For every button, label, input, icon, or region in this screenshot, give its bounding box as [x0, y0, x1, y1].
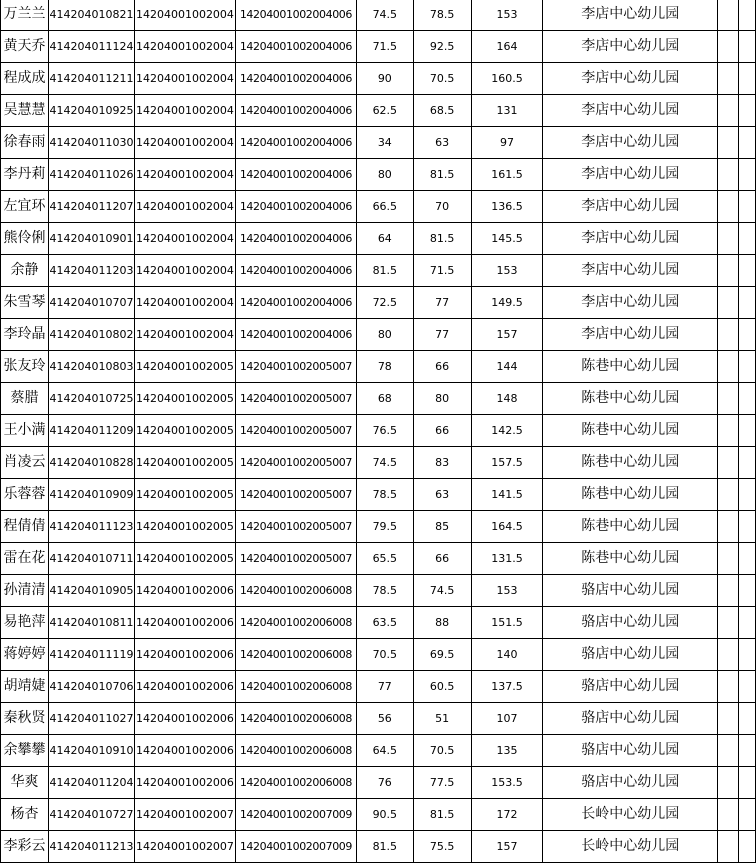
written-score-cell: 74.5	[356, 447, 413, 479]
post-id-cell: 14204001002005	[134, 383, 235, 415]
school-cell: 陈巷中心幼儿园	[543, 415, 718, 447]
post-id-cell: 14204001002004	[134, 95, 235, 127]
table-row	[1, 0, 756, 31]
post-id-cell: 14204001002006	[134, 703, 235, 735]
total-score-cell: 157.5	[471, 447, 543, 479]
table-row	[1, 607, 756, 639]
school-cell: 骆店中心幼儿园	[543, 671, 718, 703]
school-cell: 骆店中心幼儿园	[543, 639, 718, 671]
position-code-cell: 14204001002006008	[235, 607, 356, 639]
empty-cell	[718, 671, 739, 703]
total-score-cell: 157	[471, 831, 543, 863]
candidate-name-cell: 秦秋贤	[1, 703, 49, 735]
table-row	[1, 95, 756, 127]
empty-cell	[739, 0, 756, 31]
interview-score-cell: 70.5	[413, 735, 471, 767]
written-score-cell: 64	[356, 223, 413, 255]
empty-cell	[718, 447, 739, 479]
post-id-cell: 14204001002006	[134, 639, 235, 671]
position-code-cell: 14204001002004006	[235, 0, 356, 31]
interview-score-cell: 77	[413, 319, 471, 351]
table-row	[1, 575, 756, 607]
exam-id-cell: 414204010821	[48, 0, 134, 31]
candidate-name-cell: 杨杏	[1, 799, 49, 831]
written-score-cell: 64.5	[356, 735, 413, 767]
position-code-cell: 14204001002005007	[235, 351, 356, 383]
school-cell: 骆店中心幼儿园	[543, 607, 718, 639]
interview-score-cell: 66	[413, 415, 471, 447]
empty-cell	[718, 223, 739, 255]
exam-id-cell: 414204010905	[48, 575, 134, 607]
school-cell: 陈巷中心幼儿园	[543, 479, 718, 511]
empty-cell	[718, 415, 739, 447]
position-code-cell: 14204001002004006	[235, 95, 356, 127]
candidate-name-cell: 熊伶俐	[1, 223, 49, 255]
total-score-cell: 153	[471, 255, 543, 287]
school-cell: 骆店中心幼儿园	[543, 735, 718, 767]
school-cell: 李店中心幼儿园	[543, 0, 718, 31]
position-code-cell: 14204001002006008	[235, 671, 356, 703]
empty-cell	[739, 287, 756, 319]
written-score-cell: 56	[356, 703, 413, 735]
interview-score-cell: 60.5	[413, 671, 471, 703]
school-cell: 长岭中心幼儿园	[543, 799, 718, 831]
interview-score-cell: 69.5	[413, 639, 471, 671]
interview-score-cell: 77.5	[413, 767, 471, 799]
school-cell: 陈巷中心幼儿园	[543, 543, 718, 575]
empty-cell	[718, 95, 739, 127]
interview-score-cell: 81.5	[413, 159, 471, 191]
position-code-cell: 14204001002004006	[235, 255, 356, 287]
total-score-cell: 172	[471, 799, 543, 831]
empty-cell	[739, 447, 756, 479]
total-score-cell: 135	[471, 735, 543, 767]
post-id-cell: 14204001002004	[134, 127, 235, 159]
total-score-cell: 148	[471, 383, 543, 415]
total-score-cell: 153	[471, 575, 543, 607]
empty-cell	[739, 575, 756, 607]
position-code-cell: 14204001002004006	[235, 223, 356, 255]
position-code-cell: 14204001002007009	[235, 831, 356, 863]
exam-id-cell: 414204011026	[48, 159, 134, 191]
school-cell: 李店中心幼儿园	[543, 159, 718, 191]
exam-id-cell: 414204010910	[48, 735, 134, 767]
empty-cell	[718, 351, 739, 383]
post-id-cell: 14204001002007	[134, 831, 235, 863]
written-score-cell: 34	[356, 127, 413, 159]
exam-id-cell: 414204011207	[48, 191, 134, 223]
position-code-cell: 14204001002005007	[235, 543, 356, 575]
post-id-cell: 14204001002006	[134, 671, 235, 703]
candidate-name-cell: 李玲晶	[1, 319, 49, 351]
candidate-name-cell: 余静	[1, 255, 49, 287]
post-id-cell: 14204001002006	[134, 767, 235, 799]
post-id-cell: 14204001002004	[134, 223, 235, 255]
post-id-cell: 14204001002004	[134, 159, 235, 191]
candidate-name-cell: 王小满	[1, 415, 49, 447]
post-id-cell: 14204001002006	[134, 607, 235, 639]
table-row	[1, 767, 756, 799]
empty-cell	[718, 639, 739, 671]
exam-id-cell: 414204010707	[48, 287, 134, 319]
position-code-cell: 14204001002007009	[235, 799, 356, 831]
post-id-cell: 14204001002005	[134, 543, 235, 575]
table-row	[1, 127, 756, 159]
school-cell: 陈巷中心幼儿园	[543, 383, 718, 415]
position-code-cell: 14204001002004006	[235, 191, 356, 223]
written-score-cell: 90	[356, 63, 413, 95]
interview-score-cell: 75.5	[413, 831, 471, 863]
position-code-cell: 14204001002004006	[235, 127, 356, 159]
exam-id-cell: 414204011204	[48, 767, 134, 799]
school-cell: 李店中心幼儿园	[543, 287, 718, 319]
post-id-cell: 14204001002007	[134, 799, 235, 831]
exam-id-cell: 414204011123	[48, 511, 134, 543]
post-id-cell: 14204001002005	[134, 479, 235, 511]
post-id-cell: 14204001002004	[134, 255, 235, 287]
empty-cell	[718, 703, 739, 735]
empty-cell	[739, 671, 756, 703]
position-code-cell: 14204001002004006	[235, 159, 356, 191]
empty-cell	[739, 223, 756, 255]
total-score-cell: 157	[471, 319, 543, 351]
school-cell: 陈巷中心幼儿园	[543, 351, 718, 383]
written-score-cell: 81.5	[356, 255, 413, 287]
total-score-cell: 160.5	[471, 63, 543, 95]
table-row	[1, 415, 756, 447]
position-code-cell: 14204001002006008	[235, 767, 356, 799]
position-code-cell: 14204001002006008	[235, 639, 356, 671]
written-score-cell: 68	[356, 383, 413, 415]
total-score-cell: 97	[471, 127, 543, 159]
candidate-name-cell: 黄天乔	[1, 31, 49, 63]
post-id-cell: 14204001002004	[134, 319, 235, 351]
written-score-cell: 80	[356, 159, 413, 191]
table-row	[1, 799, 756, 831]
empty-cell	[718, 255, 739, 287]
total-score-cell: 137.5	[471, 671, 543, 703]
exam-id-cell: 414204010909	[48, 479, 134, 511]
empty-cell	[718, 767, 739, 799]
school-cell: 李店中心幼儿园	[543, 127, 718, 159]
post-id-cell: 14204001002004	[134, 0, 235, 31]
empty-cell	[718, 799, 739, 831]
school-cell: 李店中心幼儿园	[543, 63, 718, 95]
position-code-cell: 14204001002006008	[235, 703, 356, 735]
empty-cell	[718, 63, 739, 95]
empty-cell	[739, 415, 756, 447]
total-score-cell: 140	[471, 639, 543, 671]
empty-cell	[718, 543, 739, 575]
interview-score-cell: 66	[413, 351, 471, 383]
candidate-name-cell: 蔡腊	[1, 383, 49, 415]
interview-score-cell: 92.5	[413, 31, 471, 63]
candidate-name-cell: 徐春雨	[1, 127, 49, 159]
empty-cell	[718, 607, 739, 639]
interview-score-cell: 63	[413, 127, 471, 159]
post-id-cell: 14204001002005	[134, 415, 235, 447]
table-row	[1, 511, 756, 543]
table-row	[1, 703, 756, 735]
table-row	[1, 63, 756, 95]
interview-score-cell: 68.5	[413, 95, 471, 127]
candidate-name-cell: 肖凌云	[1, 447, 49, 479]
table-row	[1, 543, 756, 575]
table-row	[1, 671, 756, 703]
table-row	[1, 255, 756, 287]
candidate-name-cell: 易艳萍	[1, 607, 49, 639]
empty-cell	[718, 735, 739, 767]
candidate-name-cell: 孙清清	[1, 575, 49, 607]
table-row	[1, 383, 756, 415]
interview-score-cell: 78.5	[413, 0, 471, 31]
position-code-cell: 14204001002005007	[235, 447, 356, 479]
table-row	[1, 31, 756, 63]
interview-score-cell: 81.5	[413, 223, 471, 255]
candidate-name-cell: 万兰兰	[1, 0, 49, 31]
position-code-cell: 14204001002006008	[235, 735, 356, 767]
position-code-cell: 14204001002004006	[235, 287, 356, 319]
exam-id-cell: 414204010811	[48, 607, 134, 639]
school-cell: 骆店中心幼儿园	[543, 767, 718, 799]
written-score-cell: 81.5	[356, 831, 413, 863]
empty-cell	[739, 703, 756, 735]
exam-id-cell: 414204011209	[48, 415, 134, 447]
empty-cell	[739, 191, 756, 223]
table-row	[1, 223, 756, 255]
candidate-name-cell: 雷在花	[1, 543, 49, 575]
written-score-cell: 76	[356, 767, 413, 799]
interview-score-cell: 80	[413, 383, 471, 415]
empty-cell	[718, 159, 739, 191]
school-cell: 李店中心幼儿园	[543, 223, 718, 255]
total-score-cell: 151.5	[471, 607, 543, 639]
total-score-cell: 149.5	[471, 287, 543, 319]
table-row	[1, 159, 756, 191]
empty-cell	[718, 287, 739, 319]
position-code-cell: 14204001002005007	[235, 511, 356, 543]
total-score-cell: 144	[471, 351, 543, 383]
empty-cell	[739, 95, 756, 127]
exam-id-cell: 414204010727	[48, 799, 134, 831]
position-code-cell: 14204001002004006	[235, 63, 356, 95]
exam-id-cell: 414204011030	[48, 127, 134, 159]
exam-id-cell: 414204011119	[48, 639, 134, 671]
post-id-cell: 14204001002006	[134, 575, 235, 607]
exam-id-cell: 414204010706	[48, 671, 134, 703]
table-body	[1, 0, 756, 863]
empty-cell	[739, 127, 756, 159]
empty-cell	[718, 511, 739, 543]
written-score-cell: 76.5	[356, 415, 413, 447]
school-cell: 李店中心幼儿园	[543, 319, 718, 351]
empty-cell	[739, 639, 756, 671]
written-score-cell: 78	[356, 351, 413, 383]
position-code-cell: 14204001002005007	[235, 383, 356, 415]
post-id-cell: 14204001002005	[134, 511, 235, 543]
candidate-name-cell: 吴慧慧	[1, 95, 49, 127]
school-cell: 骆店中心幼儿园	[543, 703, 718, 735]
empty-cell	[739, 511, 756, 543]
total-score-cell: 161.5	[471, 159, 543, 191]
written-score-cell: 62.5	[356, 95, 413, 127]
candidate-name-cell: 李丹莉	[1, 159, 49, 191]
school-cell: 李店中心幼儿园	[543, 31, 718, 63]
empty-cell	[718, 0, 739, 31]
empty-cell	[739, 31, 756, 63]
candidate-name-cell: 左宜环	[1, 191, 49, 223]
candidate-name-cell: 乐蓉蓉	[1, 479, 49, 511]
candidate-name-cell: 余攀攀	[1, 735, 49, 767]
total-score-cell: 142.5	[471, 415, 543, 447]
written-score-cell: 72.5	[356, 287, 413, 319]
candidate-name-cell: 张友玲	[1, 351, 49, 383]
total-score-cell: 141.5	[471, 479, 543, 511]
written-score-cell: 79.5	[356, 511, 413, 543]
empty-cell	[739, 735, 756, 767]
total-score-cell: 145.5	[471, 223, 543, 255]
interview-score-cell: 70	[413, 191, 471, 223]
position-code-cell: 14204001002006008	[235, 575, 356, 607]
written-score-cell: 78.5	[356, 575, 413, 607]
empty-cell	[718, 127, 739, 159]
interview-score-cell: 66	[413, 543, 471, 575]
interview-score-cell: 88	[413, 607, 471, 639]
total-score-cell: 164	[471, 31, 543, 63]
table-row	[1, 287, 756, 319]
empty-cell	[718, 383, 739, 415]
exam-id-cell: 414204010711	[48, 543, 134, 575]
interview-score-cell: 63	[413, 479, 471, 511]
interview-score-cell: 74.5	[413, 575, 471, 607]
exam-id-cell: 414204011203	[48, 255, 134, 287]
empty-cell	[739, 607, 756, 639]
candidate-name-cell: 程倩倩	[1, 511, 49, 543]
post-id-cell: 14204001002006	[134, 735, 235, 767]
post-id-cell: 14204001002005	[134, 351, 235, 383]
interview-score-cell: 70.5	[413, 63, 471, 95]
empty-cell	[739, 831, 756, 863]
table-row	[1, 191, 756, 223]
empty-cell	[739, 159, 756, 191]
interview-score-cell: 77	[413, 287, 471, 319]
empty-cell	[739, 543, 756, 575]
table-row	[1, 639, 756, 671]
table-row	[1, 735, 756, 767]
exam-id-cell: 414204011211	[48, 63, 134, 95]
interview-score-cell: 81.5	[413, 799, 471, 831]
exam-id-cell: 414204010803	[48, 351, 134, 383]
exam-id-cell: 414204010925	[48, 95, 134, 127]
post-id-cell: 14204001002005	[134, 447, 235, 479]
table-row	[1, 831, 756, 863]
post-id-cell: 14204001002004	[134, 191, 235, 223]
total-score-cell: 153	[471, 0, 543, 31]
candidate-name-cell: 胡靖婕	[1, 671, 49, 703]
exam-id-cell: 414204011027	[48, 703, 134, 735]
written-score-cell: 71.5	[356, 31, 413, 63]
exam-id-cell: 414204011124	[48, 31, 134, 63]
exam-id-cell: 414204010828	[48, 447, 134, 479]
post-id-cell: 14204001002004	[134, 63, 235, 95]
empty-cell	[718, 479, 739, 511]
table-row	[1, 319, 756, 351]
table-row	[1, 351, 756, 383]
candidate-name-cell: 李彩云	[1, 831, 49, 863]
candidate-name-cell: 程成成	[1, 63, 49, 95]
empty-cell	[718, 191, 739, 223]
written-score-cell: 66.5	[356, 191, 413, 223]
empty-cell	[739, 63, 756, 95]
empty-cell	[739, 383, 756, 415]
table-row	[1, 479, 756, 511]
empty-cell	[739, 319, 756, 351]
empty-cell	[739, 255, 756, 287]
candidate-name-cell: 朱雪琴	[1, 287, 49, 319]
school-cell: 李店中心幼儿园	[543, 191, 718, 223]
school-cell: 李店中心幼儿园	[543, 255, 718, 287]
exam-id-cell: 414204011213	[48, 831, 134, 863]
total-score-cell: 153.5	[471, 767, 543, 799]
school-cell: 长岭中心幼儿园	[543, 831, 718, 863]
position-code-cell: 14204001002005007	[235, 415, 356, 447]
position-code-cell: 14204001002005007	[235, 479, 356, 511]
written-score-cell: 78.5	[356, 479, 413, 511]
interview-score-cell: 71.5	[413, 255, 471, 287]
table-row	[1, 447, 756, 479]
interview-score-cell: 85	[413, 511, 471, 543]
empty-cell	[739, 479, 756, 511]
written-score-cell: 65.5	[356, 543, 413, 575]
written-score-cell: 70.5	[356, 639, 413, 671]
written-score-cell: 90.5	[356, 799, 413, 831]
empty-cell	[718, 575, 739, 607]
empty-cell	[739, 351, 756, 383]
school-cell: 陈巷中心幼儿园	[543, 447, 718, 479]
interview-score-cell: 51	[413, 703, 471, 735]
total-score-cell: 131.5	[471, 543, 543, 575]
exam-id-cell: 414204010725	[48, 383, 134, 415]
empty-cell	[739, 767, 756, 799]
post-id-cell: 14204001002004	[134, 31, 235, 63]
written-score-cell: 77	[356, 671, 413, 703]
empty-cell	[718, 31, 739, 63]
position-code-cell: 14204001002004006	[235, 319, 356, 351]
written-score-cell: 74.5	[356, 0, 413, 31]
total-score-cell: 107	[471, 703, 543, 735]
empty-cell	[739, 799, 756, 831]
school-cell: 骆店中心幼儿园	[543, 575, 718, 607]
candidate-name-cell: 蒋婷婷	[1, 639, 49, 671]
school-cell: 陈巷中心幼儿园	[543, 511, 718, 543]
total-score-cell: 164.5	[471, 511, 543, 543]
interview-score-cell: 83	[413, 447, 471, 479]
total-score-cell: 131	[471, 95, 543, 127]
exam-id-cell: 414204010802	[48, 319, 134, 351]
written-score-cell: 63.5	[356, 607, 413, 639]
post-id-cell: 14204001002004	[134, 287, 235, 319]
exam-id-cell: 414204010901	[48, 223, 134, 255]
position-code-cell: 14204001002004006	[235, 31, 356, 63]
candidate-name-cell: 华爽	[1, 767, 49, 799]
empty-cell	[718, 319, 739, 351]
school-cell: 李店中心幼儿园	[543, 95, 718, 127]
written-score-cell: 80	[356, 319, 413, 351]
empty-cell	[718, 831, 739, 863]
total-score-cell: 136.5	[471, 191, 543, 223]
